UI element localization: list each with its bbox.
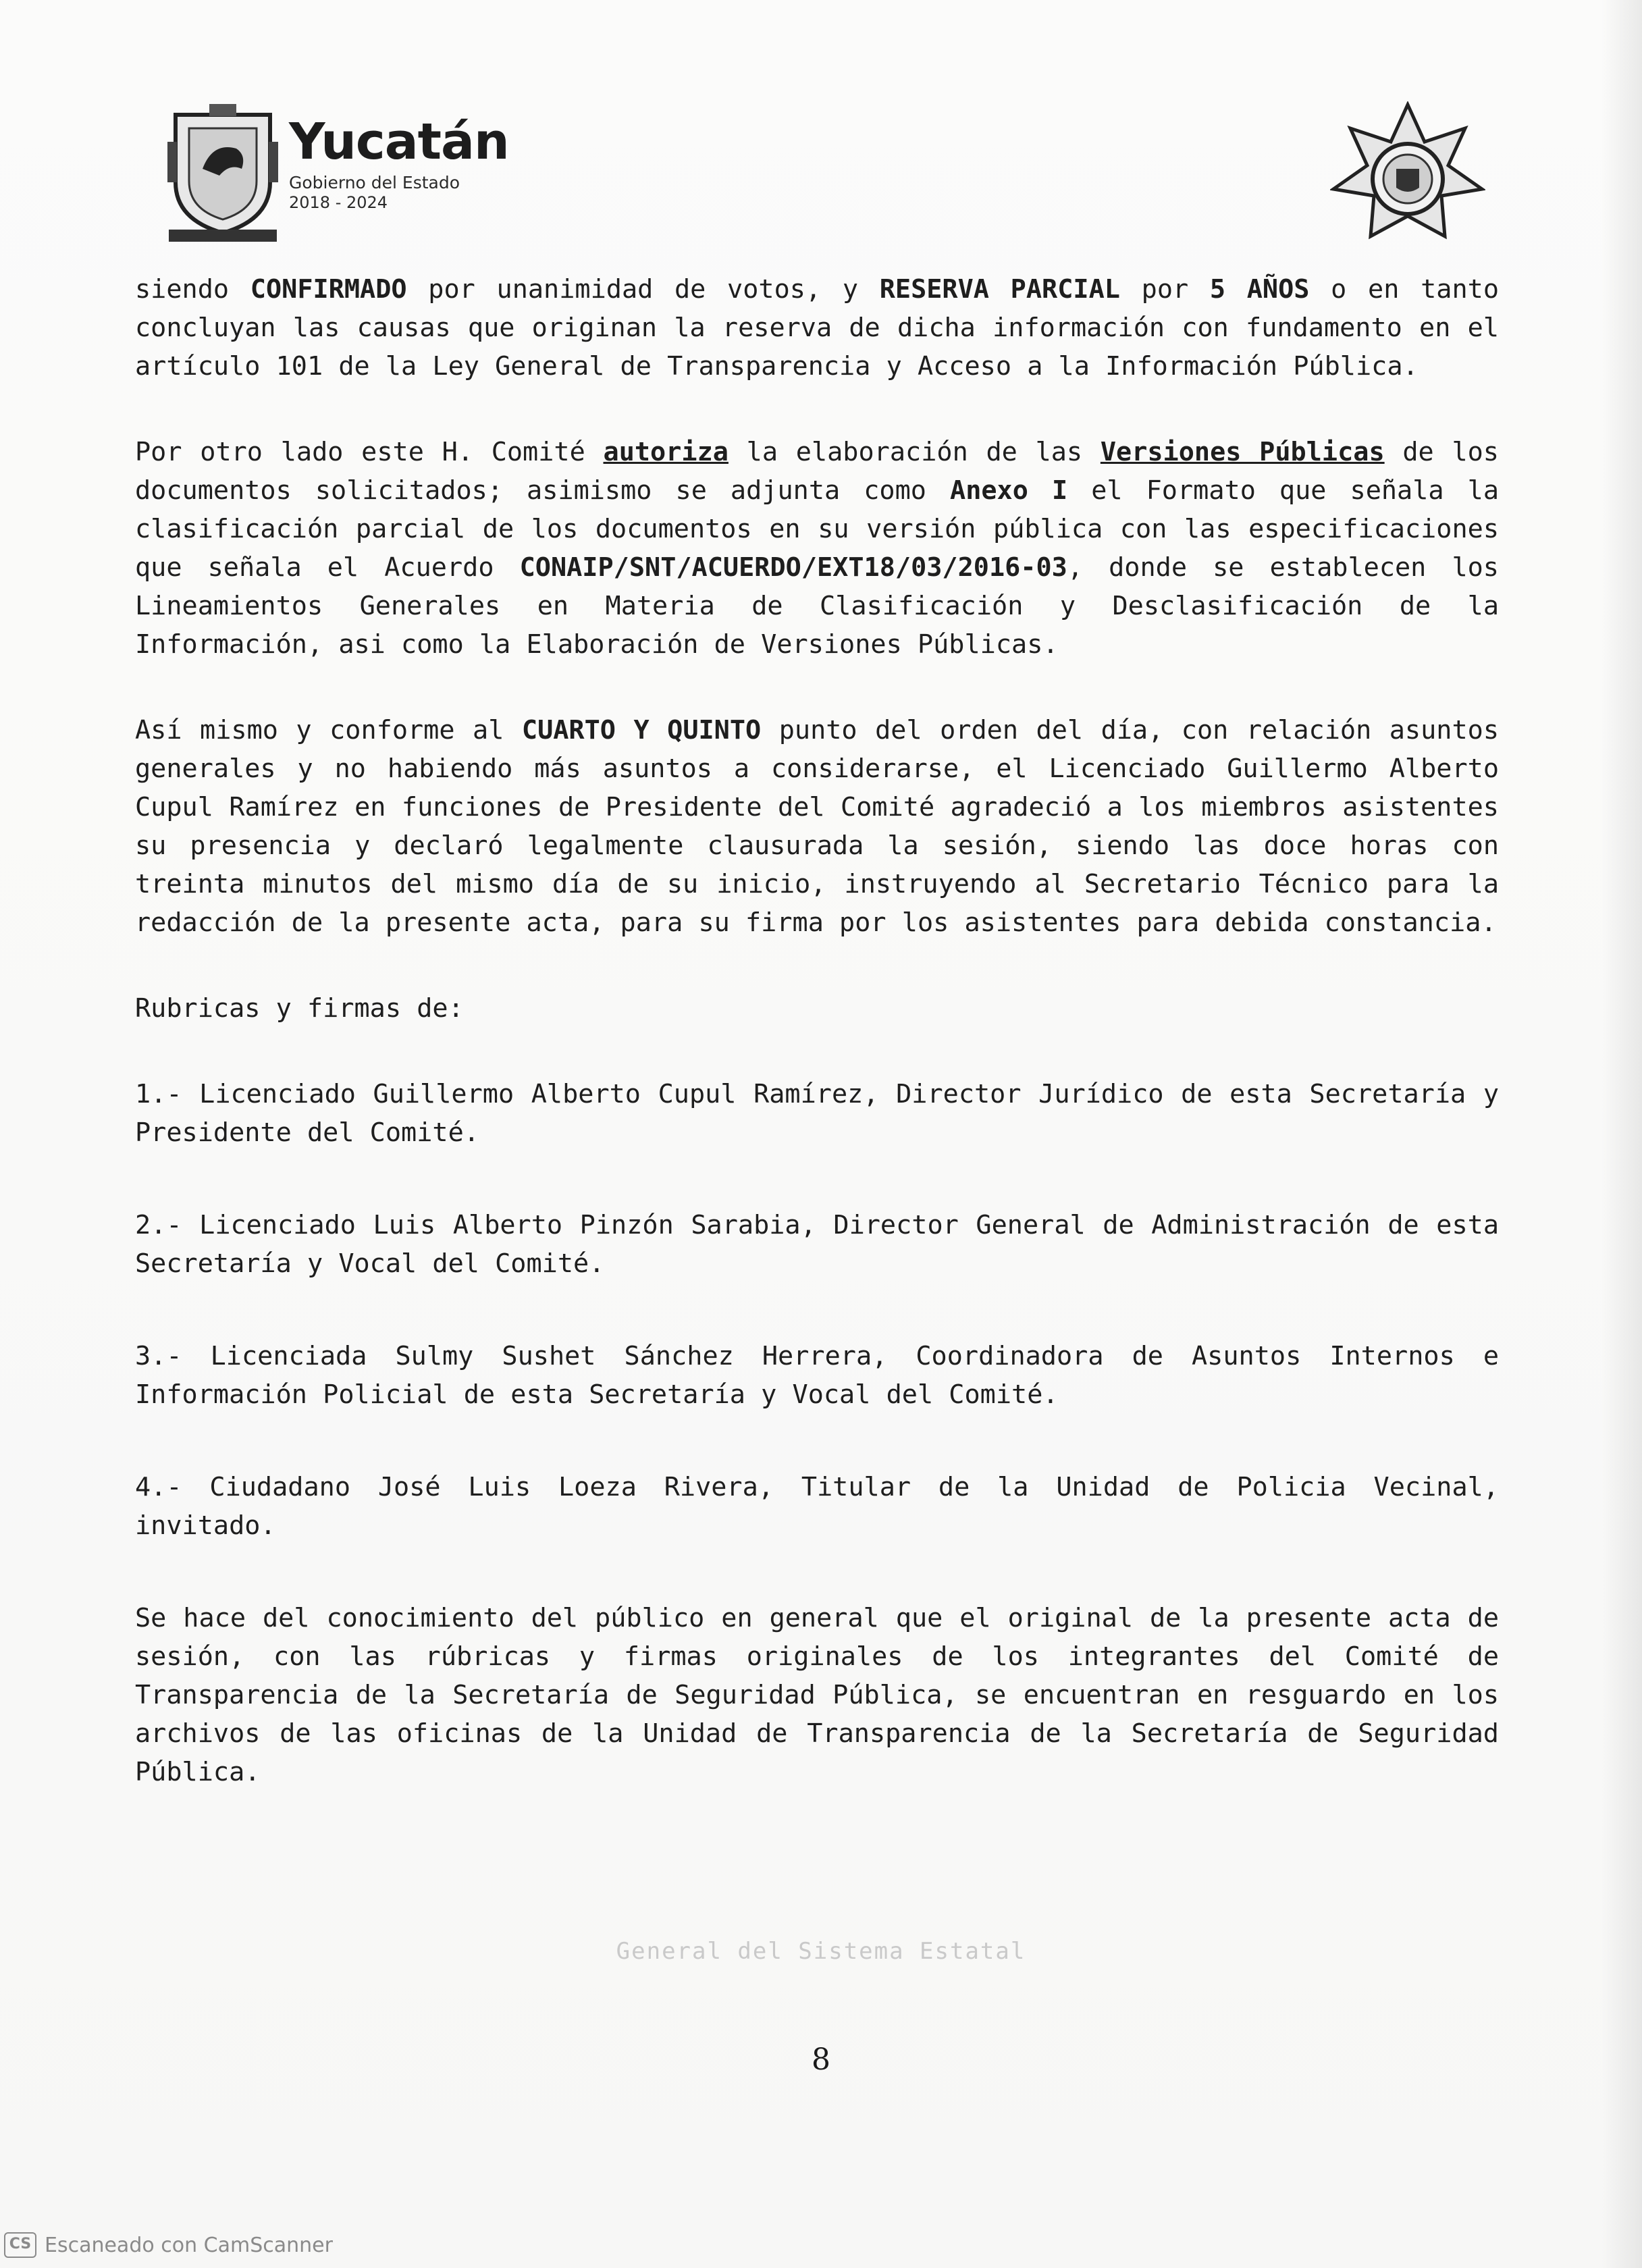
signer-item: 4.- Ciudadano José Luis Loeza Rivera, Titular de la Unidad de Policia Vecinal, invitado. [135,1472,1499,1541]
text-run: Así mismo y conforme al [135,715,522,745]
page-number: 8 [812,2042,830,2077]
text-run: o en tanto concluyan las causas que originan la reserva de dicha información con fundamento en el artículo 101 de la Ley General de Transparencia y Acceso a la Información Pública. [135,274,1500,381]
signer-item: 2.- Licenciado Luis Alberto Pinzón Sarabia, Director General de Administración de esta Secretaría y Vocal del Comité. [135,1210,1499,1279]
signers-intro: Rubricas y firmas de: [135,993,464,1024]
text-run: , donde se establecen los Lineamientos Generales en Materia de Clasificación y Desclasificación de la Información, asi como la Elaboración de Versiones Públicas. [135,552,1499,660]
text-run: siendo [135,274,250,305]
signer-item: 1.- Licenciado Guillermo Alberto Cupul Ramírez, Director Jurídico de esta Secretaría y Presidente del Comité. [135,1079,1499,1148]
bold-run: RESERVA PARCIAL [879,274,1120,305]
paragraph-public-notice: Se hace del conocimiento del público en general que el original de la presente acta de sesión, con las rúbricas y firmas originales de los integrantes del Comité de Transparencia de la Secretaría de Seguridad Pública, se encuentran en resguardo en los archivos de las oficinas de la Unidad de Transparencia de la Secretaría de Seguridad Pública. [135,1603,1499,1787]
text-run: la elaboración de las [728,437,1101,467]
underlined-run: autoriza [603,437,729,467]
text-run: de los documentos solicitados; asimismo se adjunta como [135,437,1499,506]
underlined-run: Versiones Públicas [1100,437,1385,467]
paragraph-public-versions [135,433,1499,664]
text-run: Por otro lado este H. Comité [135,437,604,467]
scanner-watermark [0,2232,333,2259]
brand-years: 2018 - 2024 [289,193,388,212]
document-body [135,270,1499,1791]
bold-run: 5 AÑOS [1209,274,1310,305]
brand-block [289,115,509,212]
page-edge-shadow [1601,0,1642,2268]
text-run: el Formato que señala la clasificación parcial de los documentos en su versión pública con las especificaciones que señala el Acuerdo [135,475,1499,583]
paragraph-confirmation [135,270,1499,386]
scanner-label: Escaneado con CamScanner [45,2233,333,2257]
bold-run: Anexo I [950,475,1068,506]
signer-item: 3.- Licenciada Sulmy Sushet Sánchez Herrera, Coordinadora de Asuntos Internos e Información Policial de esta Secretaría y Vocal del Comité. [135,1341,1499,1410]
yucatan-coat-of-arms-icon [162,101,284,243]
text-run: punto del orden del día, con relación asuntos generales y no habiendo más asuntos a considerarse, el Licenciado Guillermo Alberto Cupul Ramírez en funciones de Presidente del Comité agradeció a los miembros asistentes su presencia y declaró legalmente clausurada la sesión, siendo las doce horas con treinta minutos del mismo día de su inicio, instruyendo al Secretario Técnico para la redacción de la presente acta, para su firma por los asistentes para debida constancia. [135,715,1500,938]
brand-name: Yucatán [289,113,509,171]
bold-run: CONFIRMADO [250,274,407,305]
text-run: por [1119,274,1210,305]
camscanner-logo-icon: CS [4,2232,36,2258]
police-star-badge-icon [1330,101,1485,257]
paragraph-session-closing [135,711,1499,942]
text-run: por unanimidad de votos, y [406,274,880,305]
brand-subtitle: Gobierno del Estado [289,173,460,192]
faded-footer-text: General del Sistema Estatal [616,1938,1026,1965]
bold-run: CUARTO Y QUINTO [521,715,762,745]
bold-run: CONAIP/SNT/ACUERDO/EXT18/03/2016-03 [519,552,1067,583]
